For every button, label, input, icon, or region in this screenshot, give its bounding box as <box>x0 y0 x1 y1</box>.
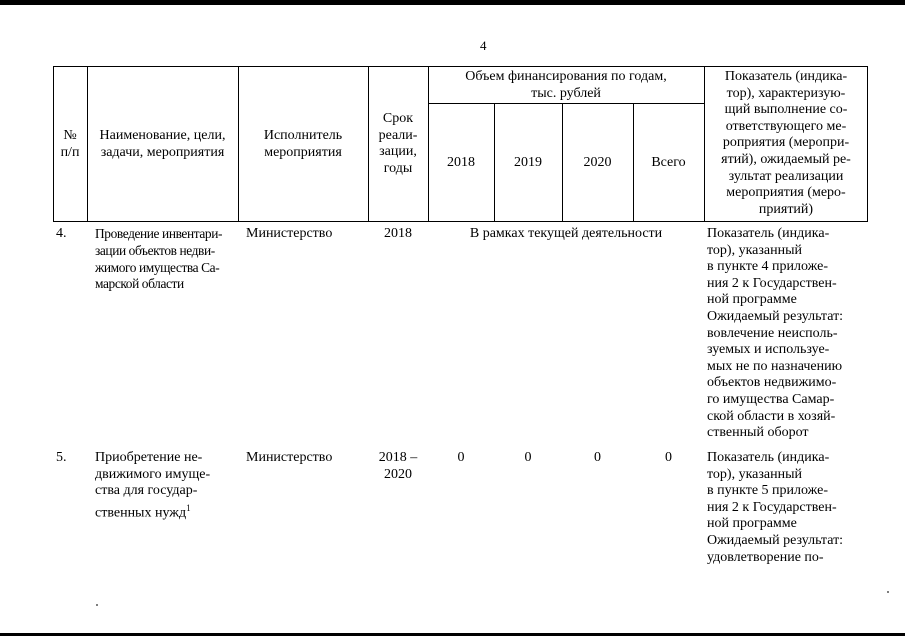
row5-value-2020: 0 <box>594 450 601 465</box>
row4-executor: Министерство <box>246 226 333 241</box>
top-border <box>0 0 905 5</box>
header-name: Наименование, цели, задачи, мероприятия <box>99 128 226 160</box>
page-number: 4 <box>480 38 487 53</box>
header-term: Срок реали- зации, годы <box>378 111 418 176</box>
bottom-border <box>0 633 905 636</box>
row5-name-text: Приобретение не- движимого имуще- ства для государ- ственных нужд <box>95 450 211 521</box>
row4-term: 2018 <box>384 226 412 241</box>
header-year-2019: 2019 <box>514 155 542 170</box>
row4-name: Проведение инвентари- зации объектов недви- жимого имущества Са- марской области <box>95 226 223 292</box>
header-funding: Объем финансирования по годам, тыс. рублей <box>465 69 667 101</box>
header-bottom-line <box>53 221 868 222</box>
row5-num: 5. <box>56 450 67 465</box>
row5-value-2019: 0 <box>524 450 532 465</box>
row5-footnote-mark: 1 <box>186 502 191 513</box>
row5-value-2018: 0 <box>457 450 465 465</box>
funding-subheader-line <box>428 103 705 104</box>
row5-term: 2018 – 2020 <box>378 450 418 482</box>
table-top-line <box>53 66 868 67</box>
header-executor: Исполнитель мероприятия <box>263 128 343 160</box>
header-year-2018: 2018 <box>447 155 475 170</box>
header-total: Всего <box>651 155 686 170</box>
header-year-2020: 2020 <box>583 155 612 170</box>
scan-speck <box>887 591 889 593</box>
row4-indicator: Показатель (индика- тор), указанный в пункте 4 приложе- ния 2 к Государствен- ной программе Ожидаемый результат: вовлечение неисполь- зуемых и используе- мых не по назначению объектов недвижимо- го имущества Самар- ской области в хозяй- ственный оборот <box>707 226 844 441</box>
header-indicator: Показатель (индика- тор), характеризую- щий выполнение со- ответствующего ме- роприятия (меропри- ятий), ожидаемый ре- зультат реализации мероприятия (меро- приятий) <box>721 69 851 217</box>
row5-executor: Министерство <box>246 450 333 465</box>
row5-value-total: 0 <box>665 450 672 465</box>
header-num: № п/п <box>60 128 80 160</box>
row4-num: 4. <box>56 226 67 241</box>
scan-speck <box>96 604 98 606</box>
row4-funding-note: В рамках текущей деятельности <box>469 226 663 241</box>
row5-indicator: Показатель (индика- тор), указанный в пункте 5 приложе- ния 2 к Государствен- ной программе Ожидаемый результат: удовлетворение по- <box>707 450 844 565</box>
row5-name <box>95 450 235 522</box>
